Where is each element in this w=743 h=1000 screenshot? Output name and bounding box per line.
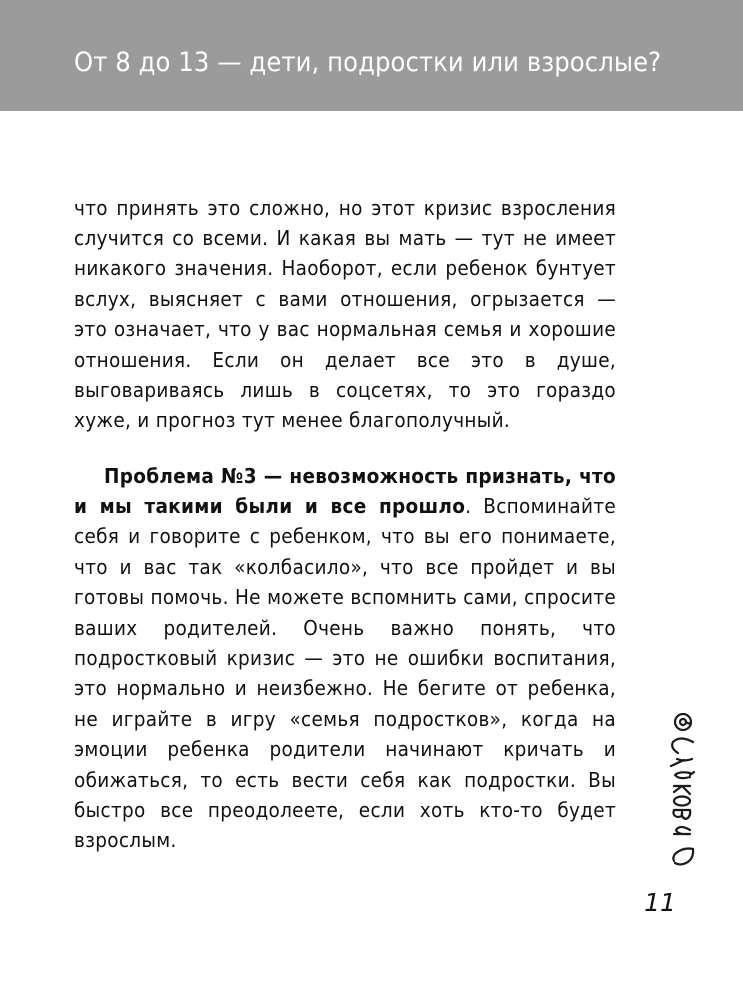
page-number: 11 — [644, 888, 676, 917]
paragraph-continuation: что принять это сложно, но этот кризис взросления случится со всеми. И какая вы мать — тут не имеет никакого значения. Наоборот, если ребенок бунтует вслух, выясняет с вами отношения, огрызается — это означает, что у вас нормальная семья и хорошие отношения. Если он делает все это в душе, выговариваясь лишь в соцсетях, то это гораздо хуже, и прогноз тут менее благополучный. — [74, 195, 616, 433]
paragraph-problem-3 — [74, 461, 616, 856]
running-header-title: От 8 до 13 — дети, подростки или взрослые? — [74, 47, 662, 78]
problem-3-body: . Вспоминайте себя и говорите с ребенком, что вы его понимаете, что и вас так «колбасило», что все пройдет и вы готовы помочь. Не можете вспомнить сами, спросите ваших родителей. Очень важно понять, что подростковый кризис — это не ошибки воспитания, это нормально и неизбежно. Не бегите от ребенка, не играйте в игру «семья подростков», когда на эмоции ребенка родители начинают кричать и обижаться, то есть вести себя как подростки. Вы быстро все преодолеете, если хоть кто-то будет взрослым. — [74, 493, 617, 853]
author-signature — [666, 713, 700, 869]
author-signature-text: @ Суркова Л — [666, 713, 673, 714]
problem-3-heading: Проблема №3 — невозможность признать, что и мы такими были и все прошло — [74, 463, 616, 518]
running-header-band — [0, 0, 743, 111]
